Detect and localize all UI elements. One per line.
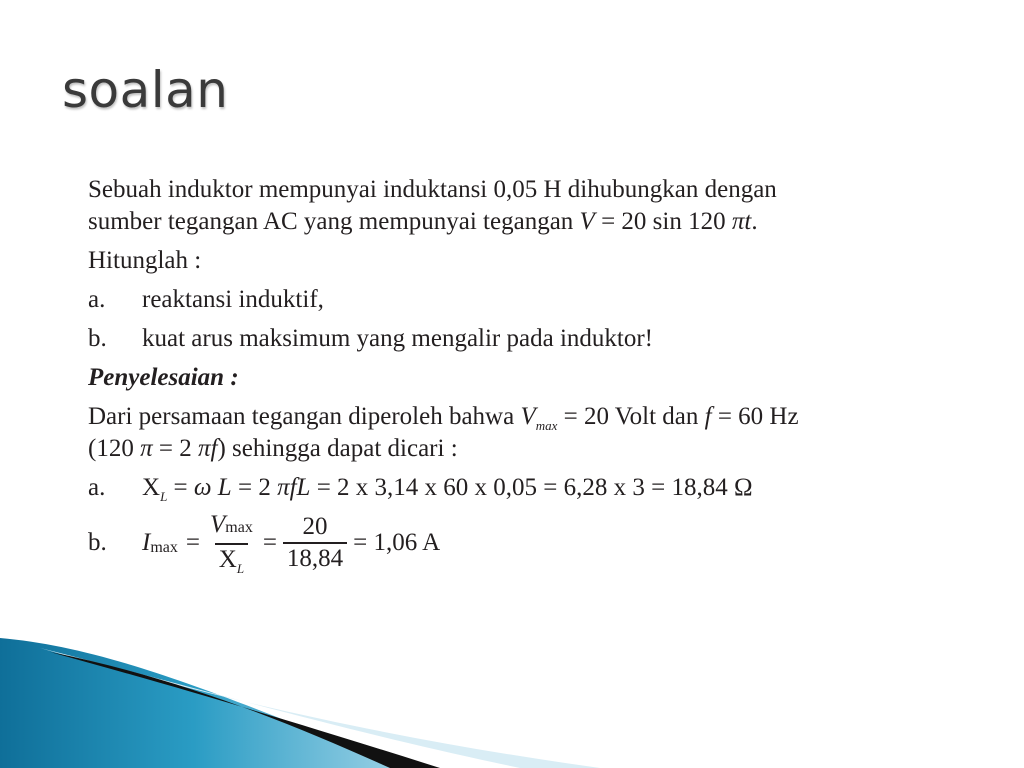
solution-heading: Penyelesaian : xyxy=(88,364,239,391)
equation-a: $X_L = \omega$ L = 2 πfL = 2 x 3,14 x 60 x 0,05 = 6,28 x 3 = 18,84 Ω xyxy=(142,474,753,504)
item-text: kuat arus maksimum yang mengalir pada induktor! xyxy=(142,325,653,352)
solution-line-2: (120 π = 2 πf) sehingga dapat dicari : xyxy=(88,435,458,462)
list-item xyxy=(88,323,958,355)
solution-a: a. $X_L = \omega$ L = 2 πfL = 2 x 3,14 x 60 x 0,05 = 6,28 x 3 = 18,84 Ω xyxy=(88,474,753,504)
fraction-vmax-xl: $\frac{Vmax}{X_L}$ xyxy=(209,511,253,576)
slide-title: soalan xyxy=(62,61,229,119)
decorative-wave xyxy=(0,638,1024,768)
problem-line-1: Sebuah induktor mempunyai induktansi 0,05 H dihubungkan dengan xyxy=(88,176,777,203)
problem-ask: Hitunglah : xyxy=(88,247,202,274)
solution-b: b. I max = $\frac{Vmax}{X_L}$ = $\frac{20}{18,84}$ = 1,06 A xyxy=(88,511,441,576)
solution-line-1: Dari persamaan tegangan diperoleh bahwa $V_{max} = 20$ Volt dan f = 60 Hz xyxy=(88,403,799,433)
item-label: a. xyxy=(88,286,106,313)
list-item xyxy=(88,284,958,316)
item-label: b. xyxy=(88,325,107,352)
problem-line-2: sumber tegangan AC yang mempunyai tegangan V = 20 sin 120 πt. xyxy=(88,208,758,235)
equation-b: I max = $\frac{Vmax}{X_L}$ = $\frac{20}{18,84}$ = 1,06 A xyxy=(142,511,441,576)
fraction-values: $\frac{20}{18,84}$ xyxy=(283,512,347,574)
item-text: reaktansi induktif, xyxy=(142,286,324,313)
slide-body xyxy=(88,174,958,575)
